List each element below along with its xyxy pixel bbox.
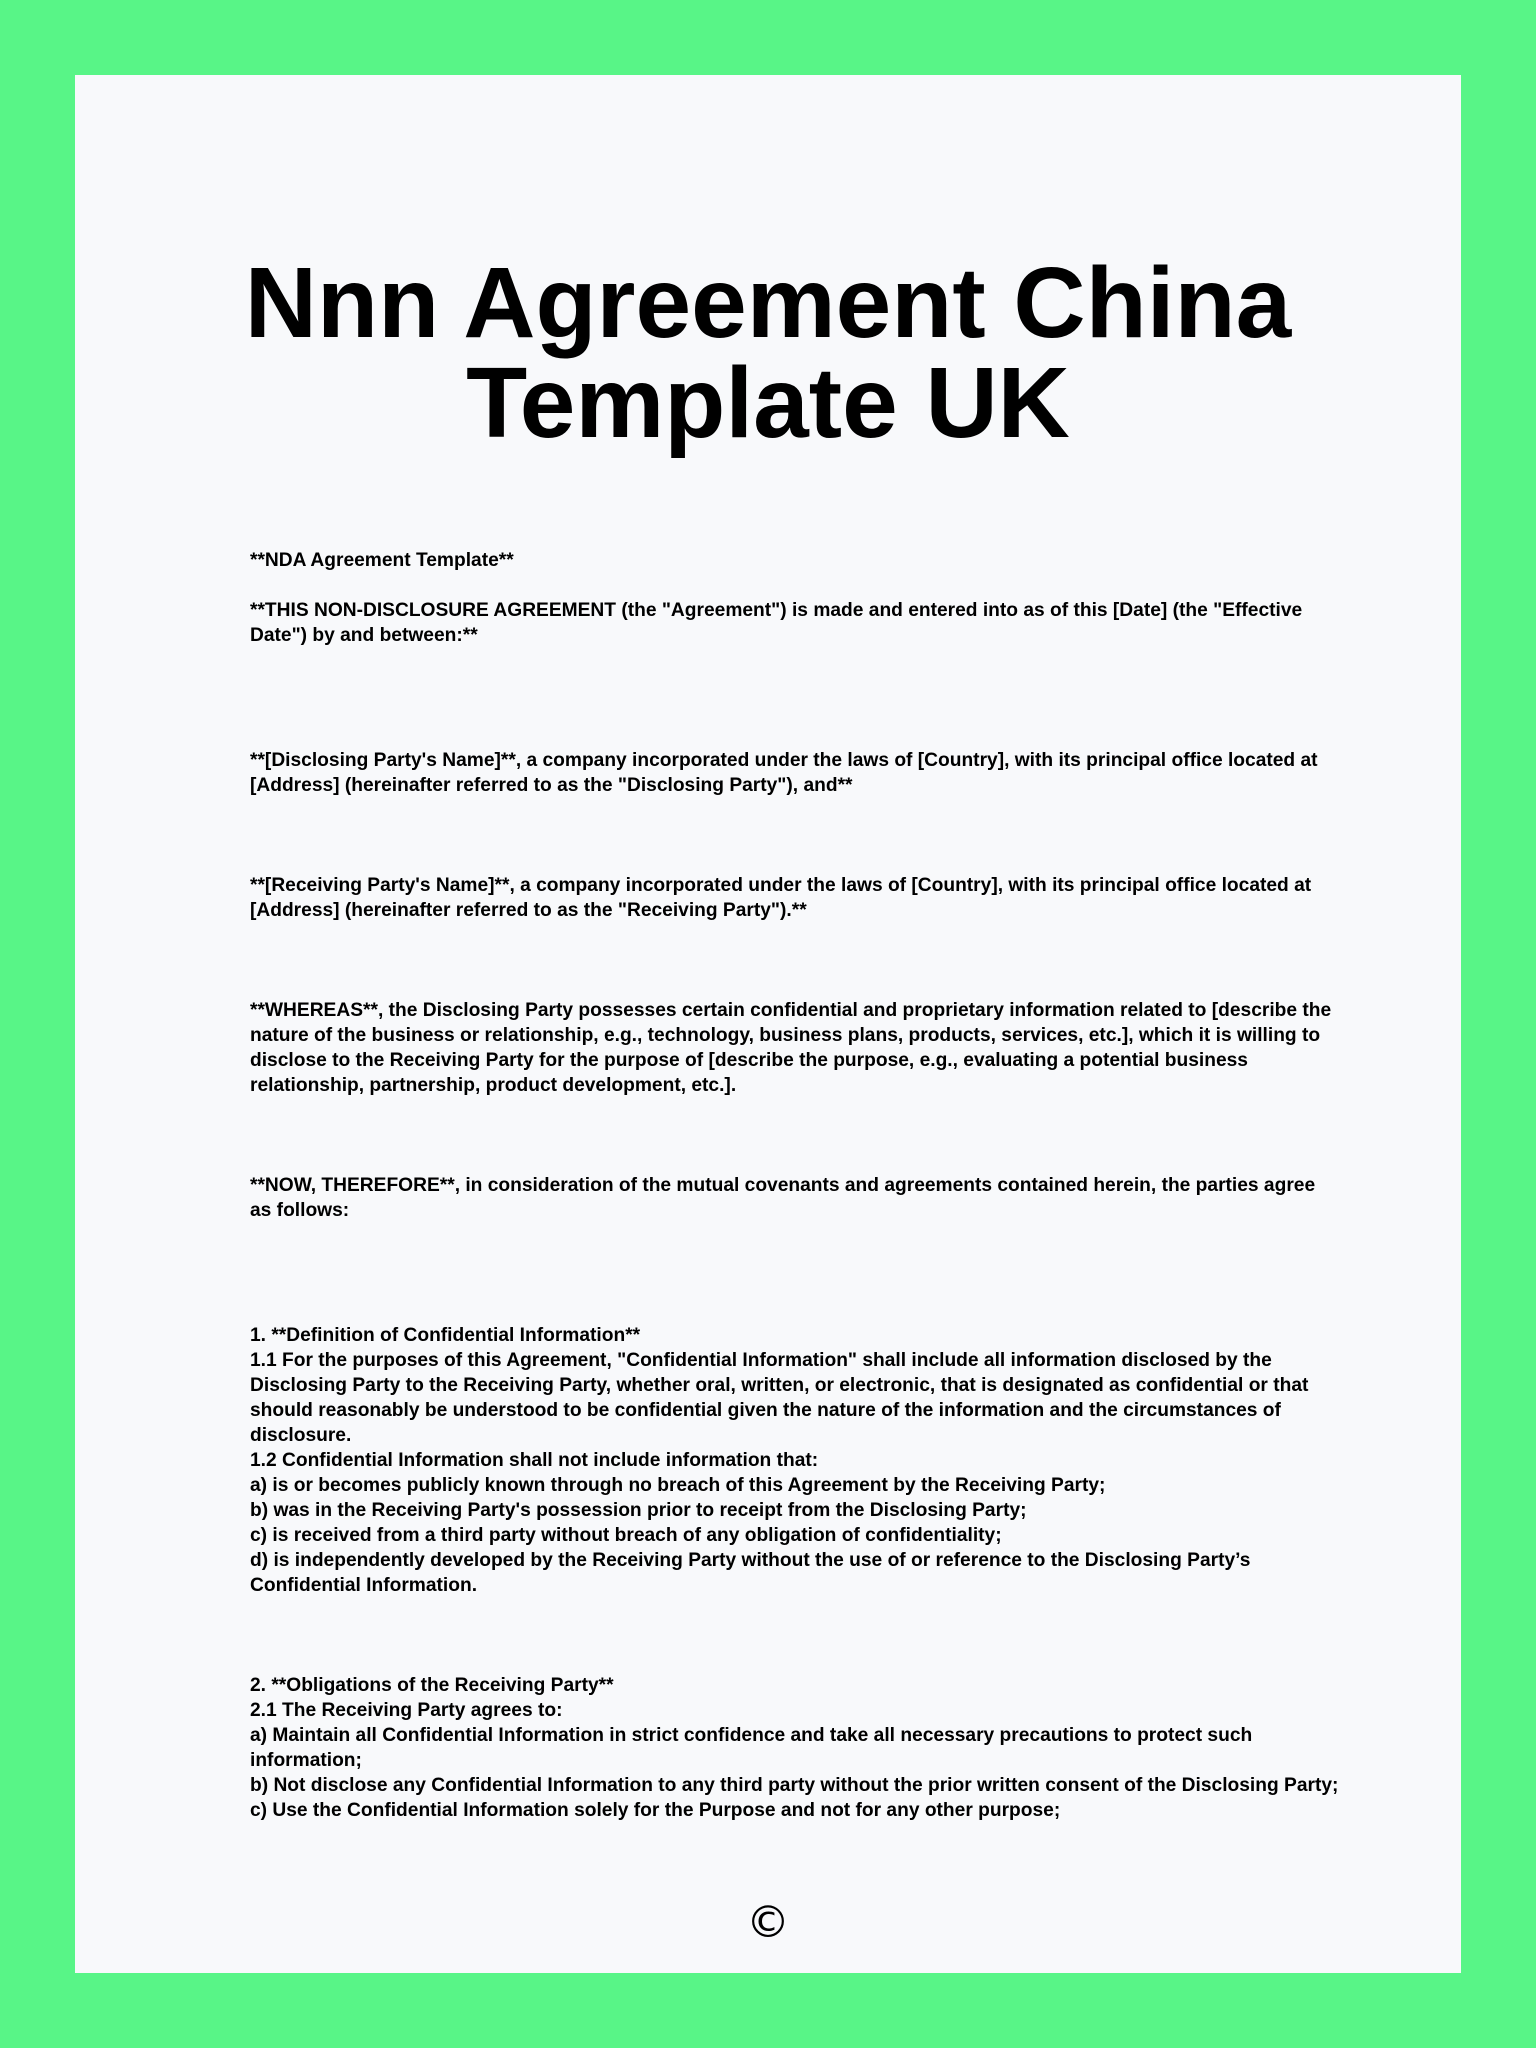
section-1-item-d: d) is independently developed by the Receiving Party without the use of or reference to the Disclosing Party’s Confidential Information. <box>250 1550 1251 1596</box>
whereas-paragraph: **WHEREAS**, the Disclosing Party possesses certain confidential and proprietary information related to [describe the nature of the business or relationship, e.g., technology, business plans, products, services, etc.], which it is willing to disclose to the Receiving Party for the purpose of [describe the purpose, e.g., evaluating a potential business relationship, partnership, product development, etc.]. <box>250 1000 1332 1096</box>
spacer <box>250 573 1340 598</box>
copyright-icon: © <box>746 1897 790 1948</box>
receiving-party-paragraph: **[Receiving Party's Name]**, a company incorporated under the laws of [Country], with its principal office located at [Address] (hereinafter referred to as the "Receiving Party").** <box>250 875 1312 921</box>
section-2-item-b: b) Not disclose any Confidential Information to any third party without the prior written consent of the Disclosing Party; <box>250 1775 1339 1796</box>
now-therefore-paragraph: **NOW, THEREFORE**, in consideration of the mutual covenants and agreements contained herein, the parties agree as follows: <box>250 1175 1316 1221</box>
document-body <box>250 548 1340 1823</box>
section-1-clause-1-2: 1.2 Confidential Information shall not include information that: <box>250 1450 819 1471</box>
spacer <box>250 798 1340 873</box>
section-2-item-a: a) Maintain all Confidential Information in strict confidence and take all necessary precautions to protect such information; <box>250 1725 1253 1771</box>
spacer <box>250 923 1340 998</box>
section-2-item-c: c) Use the Confidential Information solely for the Purpose and not for any other purpose; <box>250 1800 1061 1821</box>
nda-heading: **NDA Agreement Template** <box>250 550 514 571</box>
section-1-item-b: b) was in the Receiving Party's possession prior to receipt from the Disclosing Party; <box>250 1500 1027 1521</box>
section-1-heading: 1. **Definition of Confidential Information** <box>250 1325 641 1346</box>
section-1-item-a: a) is or becomes publicly known through no breach of this Agreement by the Receiving Party; <box>250 1475 1106 1496</box>
spacer <box>250 648 1340 748</box>
spacer <box>250 1098 1340 1173</box>
disclosing-party-paragraph: **[Disclosing Party's Name]**, a company incorporated under the laws of [Country], with its principal office located at [Address] (hereinafter referred to as the "Disclosing Party"), and** <box>250 750 1318 796</box>
document-page <box>75 75 1461 1973</box>
document-title: Nnn Agreement China Template UK <box>244 247 1292 459</box>
section-1-clause-1-1: 1.1 For the purposes of this Agreement, "Confidential Information" shall include all information disclosed by the Disclosing Party to the Receiving Party, whether oral, written, or electronic, that is designated as confidential or that should reasonably be understood to be confidential given the nature of the information and the circumstances of disclosure. <box>250 1350 1309 1446</box>
spacer <box>250 1223 1340 1323</box>
intro-paragraph: **THIS NON-DISCLOSURE AGREEMENT (the "Agreement") is made and entered into as of this [Date] (the "Effective Date") by and between:** <box>250 600 1303 646</box>
section-2-heading: 2. **Obligations of the Receiving Party** <box>250 1675 614 1696</box>
section-1-item-c: c) is received from a third party without breach of any obligation of confidentiality; <box>250 1525 1002 1546</box>
section-2-clause-2-1: 2.1 The Receiving Party agrees to: <box>250 1700 563 1721</box>
spacer <box>250 1598 1340 1673</box>
